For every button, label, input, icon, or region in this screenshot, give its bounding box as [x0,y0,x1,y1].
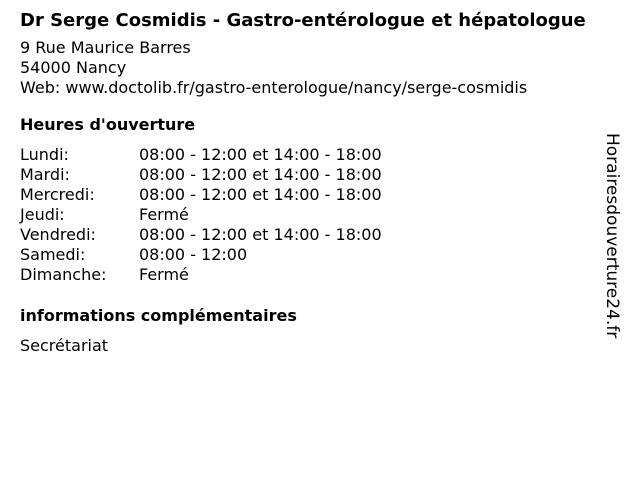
day-label: Vendredi: [20,225,96,244]
opening-hours-heading: Heures d'ouverture [20,115,196,134]
hours-row-dimanche [20,265,612,285]
day-label: Samedi: [20,245,86,264]
day-hours: 08:00 - 12:00 et 14:00 - 18:00 [139,145,382,164]
hours-row-lundi [20,145,612,165]
day-hours: 08:00 - 12:00 [139,245,248,264]
day-label: Mercredi: [20,185,95,204]
hours-row-samedi [20,245,612,265]
hours-row-vendredi [20,225,612,245]
day-hours: 08:00 - 12:00 et 14:00 - 18:00 [139,165,382,184]
opening-hours-table [20,145,612,285]
day-label: Jeudi: [20,205,65,224]
site-brand-watermark: Horairesdouverture24.fr [602,133,622,339]
day-hours: 08:00 - 12:00 et 14:00 - 18:00 [139,185,382,204]
additional-info-heading: informations complémentaires [20,306,297,325]
day-hours: 08:00 - 12:00 et 14:00 - 18:00 [139,225,382,244]
website-link[interactable]: Web: www.doctolib.fr/gastro-enterologue/nancy/serge-cosmidis [20,78,528,97]
day-label: Lundi: [20,145,69,164]
city-postcode: 54000 Nancy [20,58,127,77]
address-block [20,38,612,98]
page-title: Dr Serge Cosmidis - Gastro-entérologue et hépatologue [20,10,586,31]
business-details [20,10,612,356]
hours-row-jeudi [20,205,612,225]
hours-row-mercredi [20,185,612,205]
street-address: 9 Rue Maurice Barres [20,38,191,57]
hours-row-mardi [20,165,612,185]
day-hours: Fermé [139,205,189,224]
day-hours: Fermé [139,265,189,284]
day-label: Mardi: [20,165,70,184]
additional-info-text: Secrétariat [20,336,109,355]
day-label: Dimanche: [20,265,107,284]
